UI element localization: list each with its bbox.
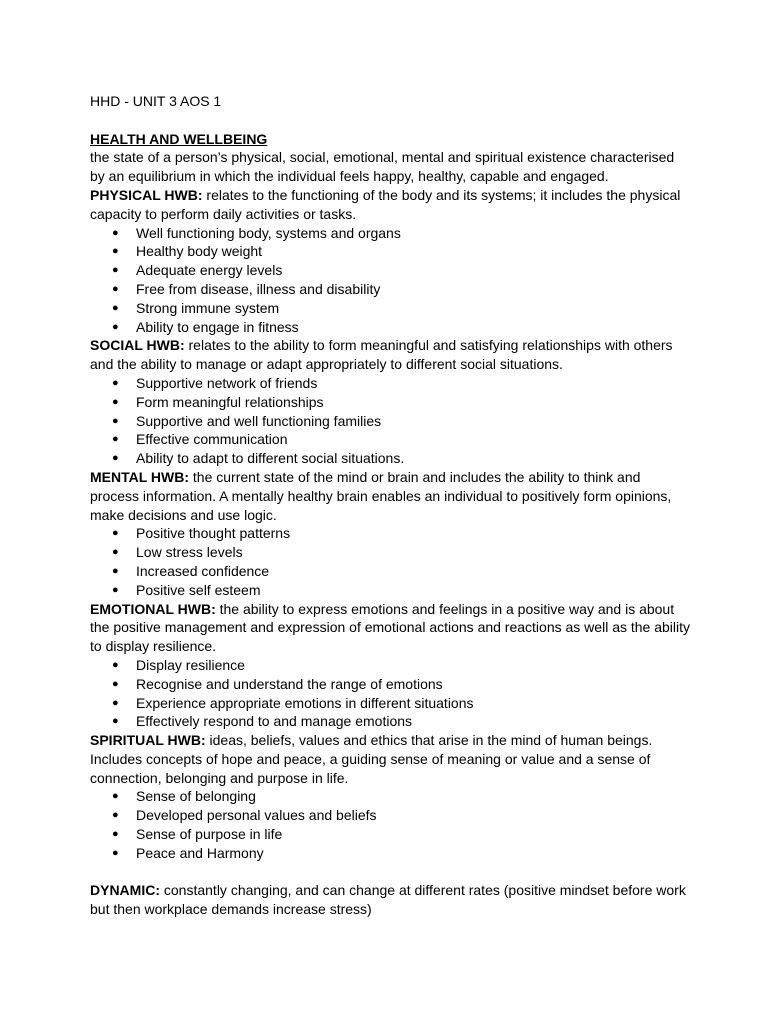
list-item: ● Supportive network of friends [90, 374, 690, 393]
list-item: ● Supportive and well functioning families [90, 412, 690, 431]
main-definition: the state of a person’s physical, social, emotional, mental and spiritual existence characterised by an equilibrium in which the individual feels happy, healthy, capable and engaged. [90, 149, 675, 185]
list-item: ● Recognise and understand the range of emotions [90, 675, 690, 694]
emotional-hwb-list [90, 656, 690, 731]
physical-hwb-list [90, 224, 690, 337]
list-item: ● Low stress levels [90, 543, 690, 562]
list-item: ● Effective communication [90, 430, 690, 449]
list-item: ● Ability to engage in fitness [90, 318, 690, 337]
mental-hwb-list [90, 524, 690, 599]
list-item: ● Positive thought patterns [90, 524, 690, 543]
list-item: ● Free from disease, illness and disability [90, 280, 690, 299]
dynamic-definition: constantly changing, and can change at different rates (positive mindset before work but then workplace demands increase stress) [90, 882, 686, 918]
physical-hwb-definition: relates to the functioning of the body and its systems; it includes the physical capacity to perform daily activities or tasks. [90, 186, 681, 222]
mental-hwb-term: MENTAL HWB: [90, 468, 190, 485]
spiritual-hwb-term: SPIRITUAL HWB: [90, 732, 206, 749]
list-item: ● Display resilience [90, 656, 690, 675]
list-item: ● Strong immune system [90, 299, 690, 318]
physical-hwb-term: PHYSICAL HWB: [90, 186, 203, 203]
list-item: ● Effectively respond to and manage emotions [90, 712, 690, 731]
list-item: ● Adequate energy levels [90, 261, 690, 280]
blank-line [90, 863, 690, 882]
emotional-hwb-definition: the ability to express emotions and feelings in a positive way and is about the positive management and expression of emotional actions and reactions as well as the ability to display resilience. [90, 600, 691, 655]
list-item: ● Sense of purpose in life [90, 825, 690, 844]
physical-hwb-paragraph [90, 186, 690, 224]
social-hwb-list [90, 374, 690, 468]
dynamic-paragraph [90, 881, 690, 919]
list-item: ● Ability to adapt to different social situations. [90, 449, 690, 468]
spiritual-hwb-definition: ideas, beliefs, values and ethics that arise in the mind of human beings. Includes concepts of hope and peace, a guiding sense of meaning or value and a sense of connection, belonging and purpose in life. [90, 732, 653, 786]
list-item: ● Developed personal values and beliefs [90, 806, 690, 825]
list-item: ● Sense of belonging [90, 787, 690, 806]
list-item: ● Increased confidence [90, 562, 690, 581]
emotional-hwb-paragraph [90, 600, 690, 656]
dynamic-term: DYNAMIC: [90, 882, 160, 899]
mental-hwb-paragraph [90, 468, 690, 524]
spiritual-hwb-paragraph [90, 731, 690, 787]
social-hwb-paragraph [90, 336, 690, 374]
list-item: ● Healthy body weight [90, 242, 690, 261]
list-item: ● Experience appropriate emotions in different situations [90, 694, 690, 713]
mental-hwb-definition: the current state of the mind or brain and includes the ability to think and process information. A mentally healthy brain enables an individual to positively form opinions, make decisions and use logic. [90, 468, 672, 523]
list-item: ● Peace and Harmony [90, 844, 690, 863]
spiritual-hwb-list [90, 787, 690, 862]
main-heading: HEALTH AND WELLBEING [90, 130, 268, 147]
list-item: ● Positive self esteem [90, 581, 690, 600]
list-item: ● Form meaningful relationships [90, 393, 690, 412]
social-hwb-definition: relates to the ability to form meaningful and satisfying relationships with others and the ability to manage or adapt appropriately to different social situations. [90, 337, 673, 373]
emotional-hwb-term: EMOTIONAL HWB: [90, 600, 216, 617]
document-page [90, 92, 690, 919]
social-hwb-term: SOCIAL HWB: [90, 337, 185, 354]
document-title: HHD - UNIT 3 AOS 1 [90, 93, 222, 109]
blank-line [90, 111, 690, 130]
list-item: ● Well functioning body, systems and organs [90, 224, 690, 243]
